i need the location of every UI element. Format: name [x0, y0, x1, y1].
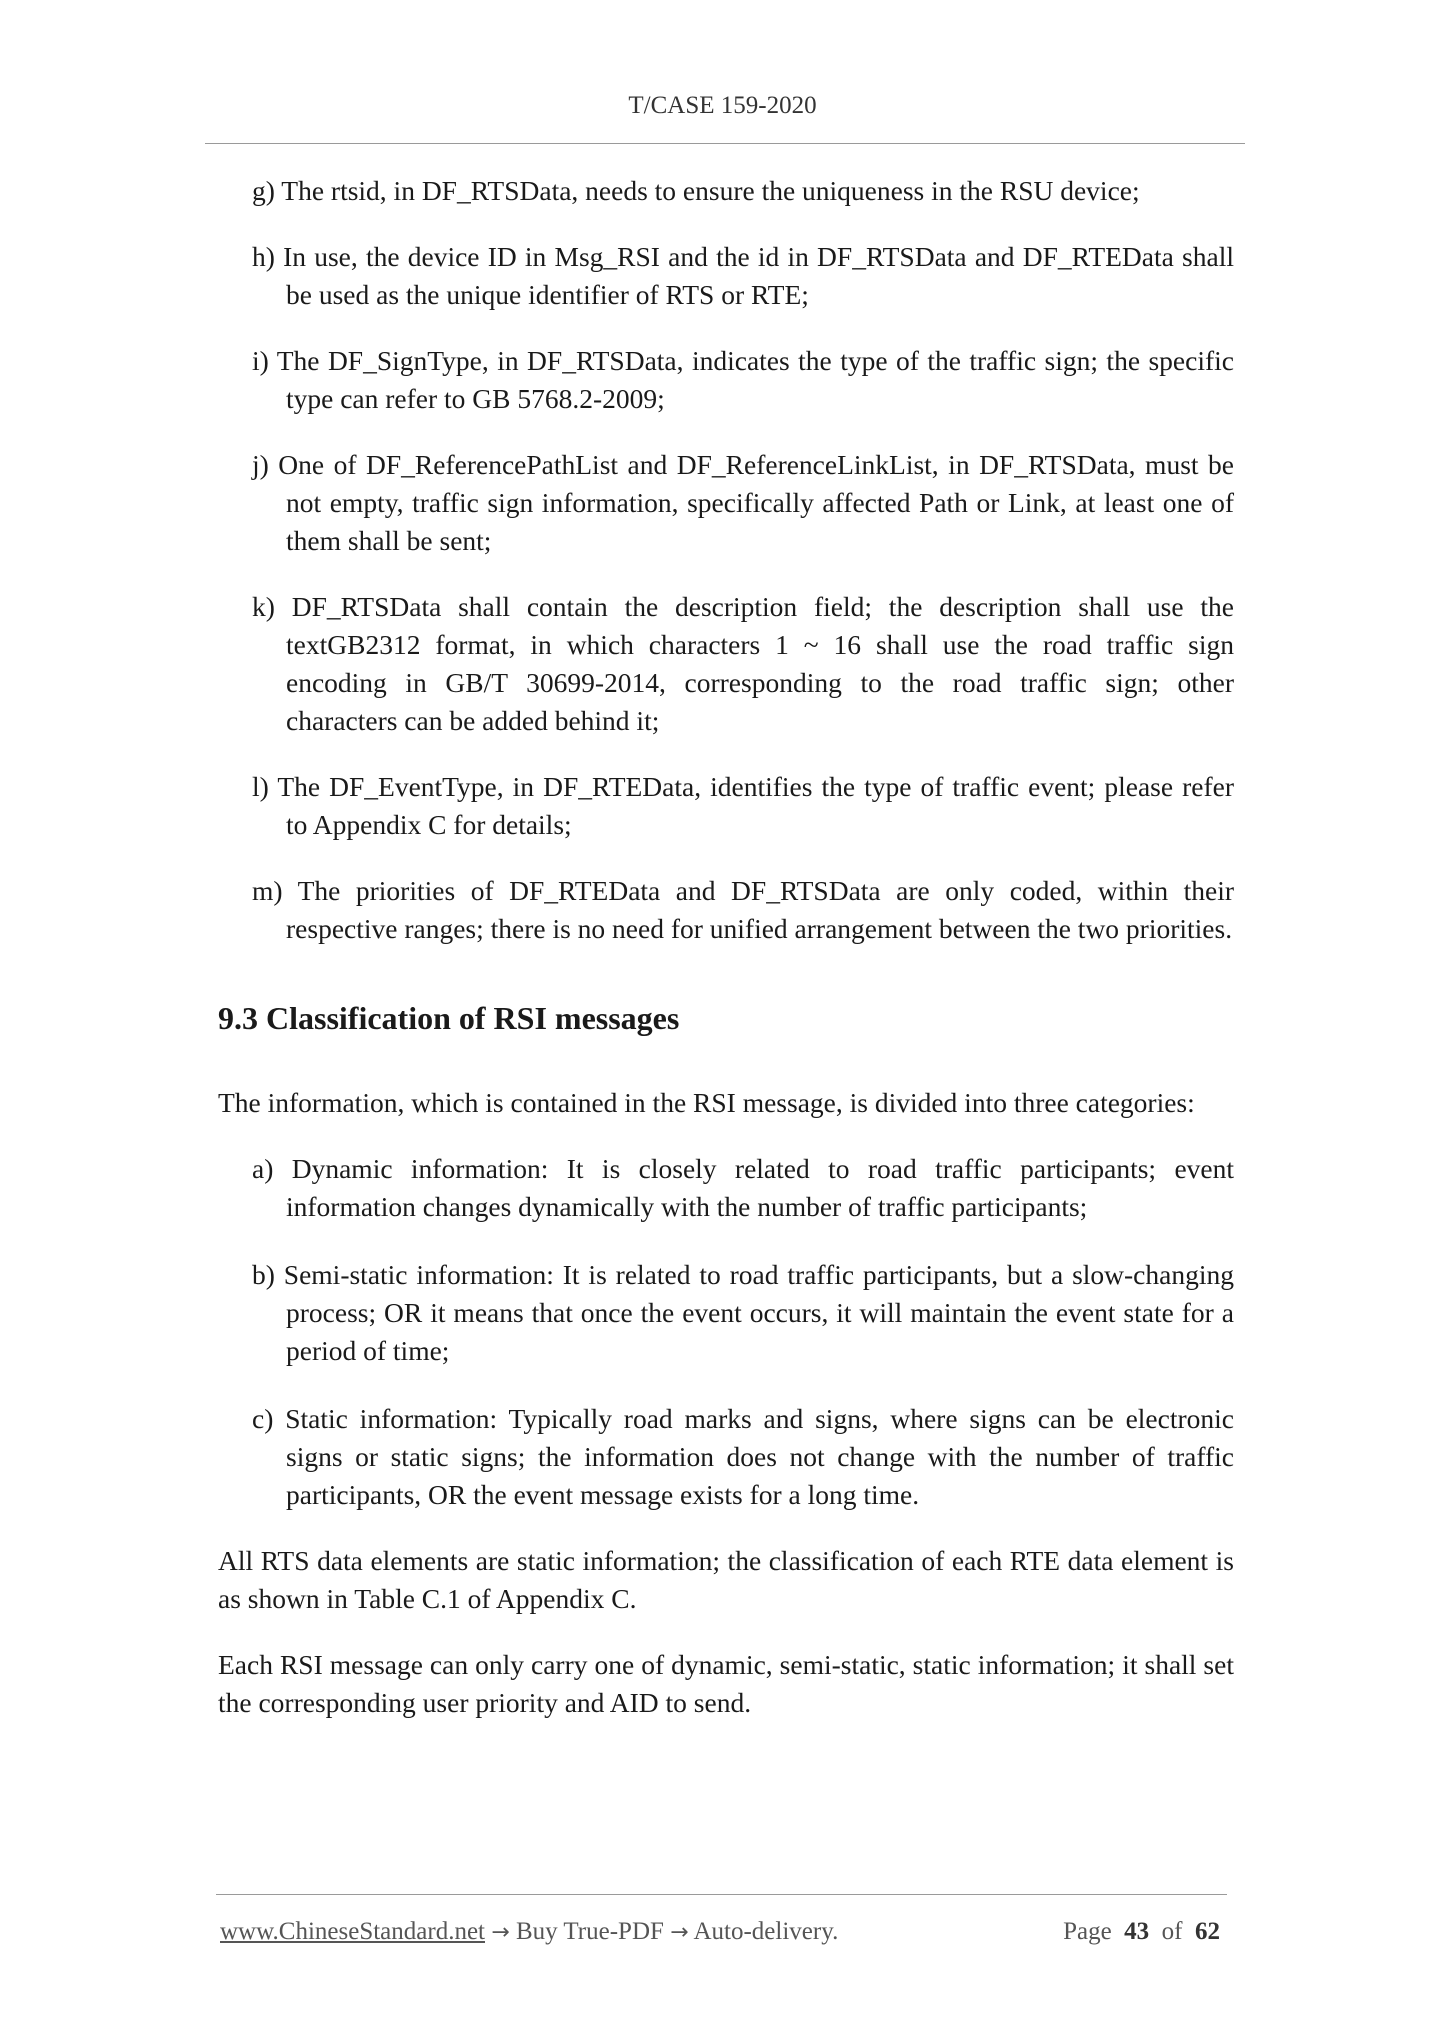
section-intro: The information, which is contained in the RSI message, is divided into three categories: [218, 1087, 1195, 1118]
paragraph-rts-classification: All RTS data elements are static information; the classification of each RTE data element is as shown in Table C.1 of Appendix C. [218, 1545, 1234, 1614]
list-item-c: c) Static information: Typically road marks and signs, where signs can be electronic signs or static signs; the information does not change with the number of traffic participants, OR the event message exists for a long time. [252, 1403, 1234, 1510]
list-item-a: a) Dynamic information: It is closely related to road traffic participants; event information changes dynamically with the number of traffic participants; [252, 1153, 1234, 1222]
section-heading: 9.3 Classification of RSI messages [218, 1000, 680, 1036]
website-link[interactable]: www.ChineseStandard.net [220, 1918, 485, 1945]
list-item-l: l) The DF_EventType, in DF_RTEData, identifies the type of traffic event; please refer to Appendix C for details; [252, 771, 1234, 840]
page-number [1063, 1918, 1220, 1946]
list-item-m: m) The priorities of DF_RTEData and DF_RTSData are only coded, within their respective ranges; there is no need for unified arrangement between the two priorities. [252, 875, 1234, 944]
requirements-list [218, 172, 1234, 948]
list-item-h: h) In use, the device ID in Msg_RSI and the id in DF_RTSData and DF_RTEData shall be used as the unique identifier of RTS or RTE; [252, 241, 1234, 310]
footer-divider [216, 1894, 1227, 1895]
list-item-i: i) The DF_SignType, in DF_RTSData, indicates the type of the traffic sign; the specific type can refer to GB 5768.2-2009; [252, 345, 1234, 414]
page-total: 62 [1195, 1918, 1220, 1945]
categories-list [218, 1150, 1234, 1514]
list-item-j: j) One of DF_ReferencePathList and DF_ReferenceLinkList, in DF_RTSData, must be not empty, traffic sign information, specifically affected Path or Link, at least one of them shall be sent; [252, 449, 1234, 556]
page-footer [220, 1918, 1228, 1946]
page-content [218, 172, 1234, 1750]
page-of: of [1161, 1918, 1183, 1945]
arrow-right-icon: → [491, 1920, 510, 1945]
page-current: 43 [1124, 1918, 1150, 1945]
document-header: T/CASE 159-2020 [628, 92, 817, 119]
list-item-b: b) Semi-static information: It is related to road traffic participants, but a slow-changing process; OR it means that once the event occurs, it will maintain the event state for a period of time; [252, 1259, 1234, 1366]
delivery-text: Auto-delivery. [693, 1918, 839, 1945]
header-divider [205, 143, 1245, 144]
arrow-right-icon: → [670, 1920, 689, 1945]
list-item-k: k) DF_RTSData shall contain the description field; the description shall use the textGB2312 format, in which characters 1 ~ 16 shall use the road traffic sign encoding in GB/T 30699-2014, corresponding to the road traffic sign; other characters can be added behind it; [252, 591, 1234, 736]
list-item-g: g) The rtsid, in DF_RTSData, needs to ensure the uniqueness in the RSU device; [252, 175, 1140, 206]
page-label: Page [1063, 1918, 1112, 1945]
paragraph-rsi-message: Each RSI message can only carry one of dynamic, semi-static, static information; it shall set the corresponding user priority and AID to send. [218, 1649, 1234, 1718]
buy-text: Buy True-PDF [515, 1918, 664, 1945]
